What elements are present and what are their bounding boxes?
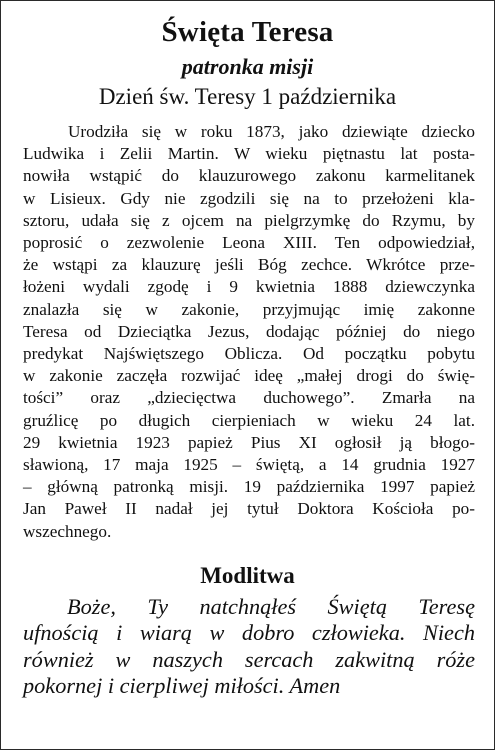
biography-line: predykat Najświętszego Oblicza. Od początku pobytu xyxy=(23,344,475,364)
biography-line: Teresa od Dzieciątka Jezus, dodając później do niego xyxy=(23,321,475,341)
biography-line: wszechnego. xyxy=(23,521,112,541)
biography-line: Jan Paweł II nadał jej tytuł Doktora Kościoła po- xyxy=(23,499,475,519)
biography-line: nowiła wstąpić do klauzurowego zakonu karmelitanek xyxy=(23,166,475,186)
biography-line: Urodziła się w roku 1873, jako dziewiąte dziecko xyxy=(68,122,475,141)
feast-day: Dzień św. Teresy 1 października xyxy=(98,84,397,109)
biography-line: – główną patronką misji. 19 października 1997 papież xyxy=(23,477,475,497)
biography-line: łożeni wydali zgodę i 9 kwietnia 1888 dziewczynka xyxy=(23,277,475,297)
biography-line: tości” oraz „dziecięctwa duchowego”. Zmarła na xyxy=(23,388,475,408)
biography-line: poprosić o zezwolenie Leona XIII. Ten odpowiedział, xyxy=(23,233,475,253)
biography-line: znalazła się w zakonie, przyjmując imię zakonne xyxy=(23,299,475,319)
biography-line: sławioną, 17 maja 1925 – świętą, a 14 grudnia 1927 xyxy=(23,455,475,475)
prayer-line: Boże, Ty natchnąłeś Świętą Teresę xyxy=(67,594,475,619)
biography-line: 29 kwietnia 1923 papież Pius XI ogłosił ją błogo- xyxy=(23,432,475,452)
biography-line: Ludwika i Zelii Martin. W wieku piętnastu lat posta- xyxy=(23,144,475,164)
biography-text xyxy=(23,121,475,543)
biography-line: w Lisieux. Gdy nie zgodzili się na to przełożeni kla- xyxy=(23,188,475,208)
prayer-line: również w naszych sercach zakwitną róże xyxy=(23,646,475,672)
page-title: Święta Teresa xyxy=(161,16,334,48)
prayer-text xyxy=(23,594,475,699)
prayer-heading: Modlitwa xyxy=(200,563,295,588)
biography-line: gruźlicę po długich cierpieniach w wieku 24 lat. xyxy=(23,410,475,430)
prayer-line: ufnością i wiarą w dobro człowieka. Niech xyxy=(23,620,475,646)
prayer-line: pokornej i cierpliwej miłości. Amen xyxy=(23,672,341,698)
biography-line: że wstąpi za klauzurę jeśli Bóg zechce. Wkrótce prze- xyxy=(23,255,475,275)
subtitle: patronka misji xyxy=(181,54,314,79)
biography-line: sztoru, udała się z ojcem na pielgrzymkę do Rzymu, by xyxy=(23,210,475,230)
biography-line: w zakonie zaczęła rozwijać ideę „małej drogi do świę- xyxy=(23,366,475,386)
